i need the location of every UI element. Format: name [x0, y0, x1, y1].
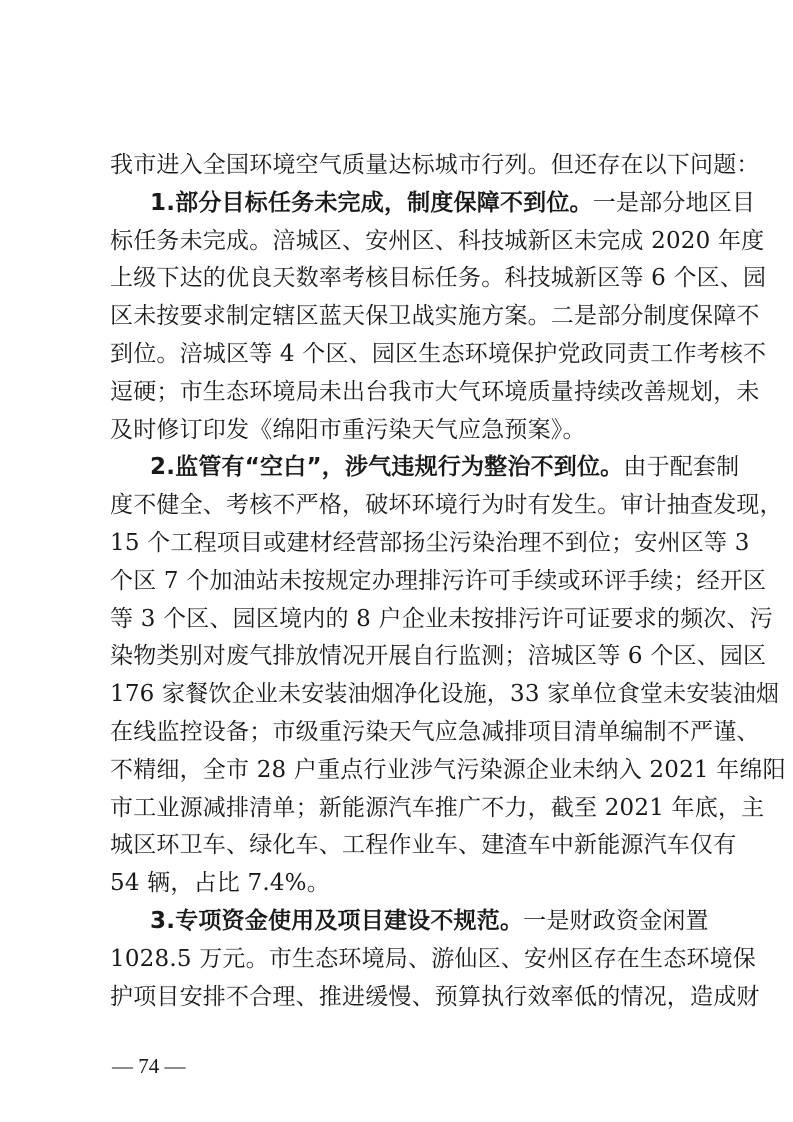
paragraph-line: [110, 679, 780, 709]
line-text: 1028.5 万元。市生态环境局、游仙区、安州区存在生态环境保: [110, 945, 756, 972]
paragraph-line: [110, 339, 767, 369]
paragraph-line: [110, 944, 756, 974]
section-heading: 1.部分目标任务未完成，制度保障不到位。: [150, 189, 593, 216]
line-text: 逗硬；市生态环境局未出台我市大气环境质量持续改善规划，未: [110, 378, 760, 405]
line-text: 染物类别对废气排放情况开展自行监测；涪城区等 6 个区、园区: [110, 643, 767, 670]
paragraph-line: [110, 301, 760, 331]
paragraph-line: [110, 566, 767, 596]
line-text: 由于配套制: [623, 454, 740, 481]
page-number: — 74 —: [112, 1054, 186, 1078]
paragraph-line: [110, 868, 695, 898]
line-text: 度不健全、考核不严格，破坏环境行为时有发生。审计抽查发现，: [110, 492, 783, 519]
line-text: 上级下达的优良天数率考核目标任务。科技城新区等 6 个区、园: [110, 265, 767, 292]
line-text: 到位。涪城区等 4 个区、园区生态环境保护党政同责工作考核不: [110, 341, 767, 367]
paragraph-line: [110, 830, 737, 860]
paragraph-line: [110, 528, 750, 558]
section-heading-line: [150, 452, 740, 482]
section-heading: 3.专项资金使用及项目建设不规范。: [150, 908, 524, 934]
paragraph-line: [110, 641, 767, 671]
line-text: 我市进入全国环境空气质量达标城市行列。但还存在以下问题：: [110, 152, 760, 178]
paragraph-line: [110, 982, 760, 1012]
line-text: 区未按要求制定辖区蓝天保卫战实施方案。二是部分制度保障不: [110, 303, 760, 330]
line-text: 个区 7 个加油站未按规定办理排污许可手续或环评手续；经开区: [110, 567, 767, 594]
paragraph-line: [110, 415, 695, 445]
line-text: 等 3 个区、园区境内的 8 户企业未按排污许可证要求的频次、污: [110, 605, 773, 632]
line-text: 市工业源减排清单；新能源汽车推广不力，截至 2021 年底，主: [110, 794, 765, 821]
paragraph-line: [110, 263, 767, 293]
line-text: 54 辆，占比 7.4%。: [110, 870, 330, 897]
section-heading: 2.监管有“空白”，涉气违规行为整治不到位。: [150, 454, 624, 481]
line-text: 176 家餐饮企业未安装油烟净化设施，33 家单位食堂未安装油烟: [110, 681, 780, 708]
paragraph-line: [110, 377, 760, 407]
paragraph-line: [110, 226, 765, 256]
line-text: 标任务未完成。涪城区、安州区、科技城新区未完成 2020 年度: [110, 227, 765, 254]
paragraph-line: [110, 150, 760, 180]
paragraph-line: [110, 604, 773, 634]
paragraph-line: [110, 717, 760, 747]
line-text: 及时修订印发《绵阳市重污染天气应急预案》。: [110, 416, 586, 443]
paragraph-line: [110, 755, 786, 785]
line-text: 一是部分地区目: [592, 189, 756, 216]
line-text: 护项目安排不合理、推进缓慢、预算执行效率低的情况，造成财: [110, 983, 760, 1010]
paragraph-line: [110, 793, 765, 823]
line-text: 在线监控设备；市级重污染天气应急减排项目清单编制不严谨、: [110, 719, 760, 745]
paragraph-line: [110, 490, 783, 520]
line-text: 一是财政资金闲置: [523, 908, 709, 934]
section-heading-line: [150, 906, 709, 936]
line-text: 不精细，全市 28 户重点行业涉气污染源企业未纳入 2021 年绵阳: [110, 756, 786, 783]
line-text: 15 个工程项目或建材经营部扬尘污染治理不到位；安州区等 3: [110, 530, 750, 556]
section-heading-line: [150, 188, 756, 218]
line-text: 城区环卫车、绿化车、工程作业车、建渣车中新能源汽车仅有: [110, 832, 737, 859]
